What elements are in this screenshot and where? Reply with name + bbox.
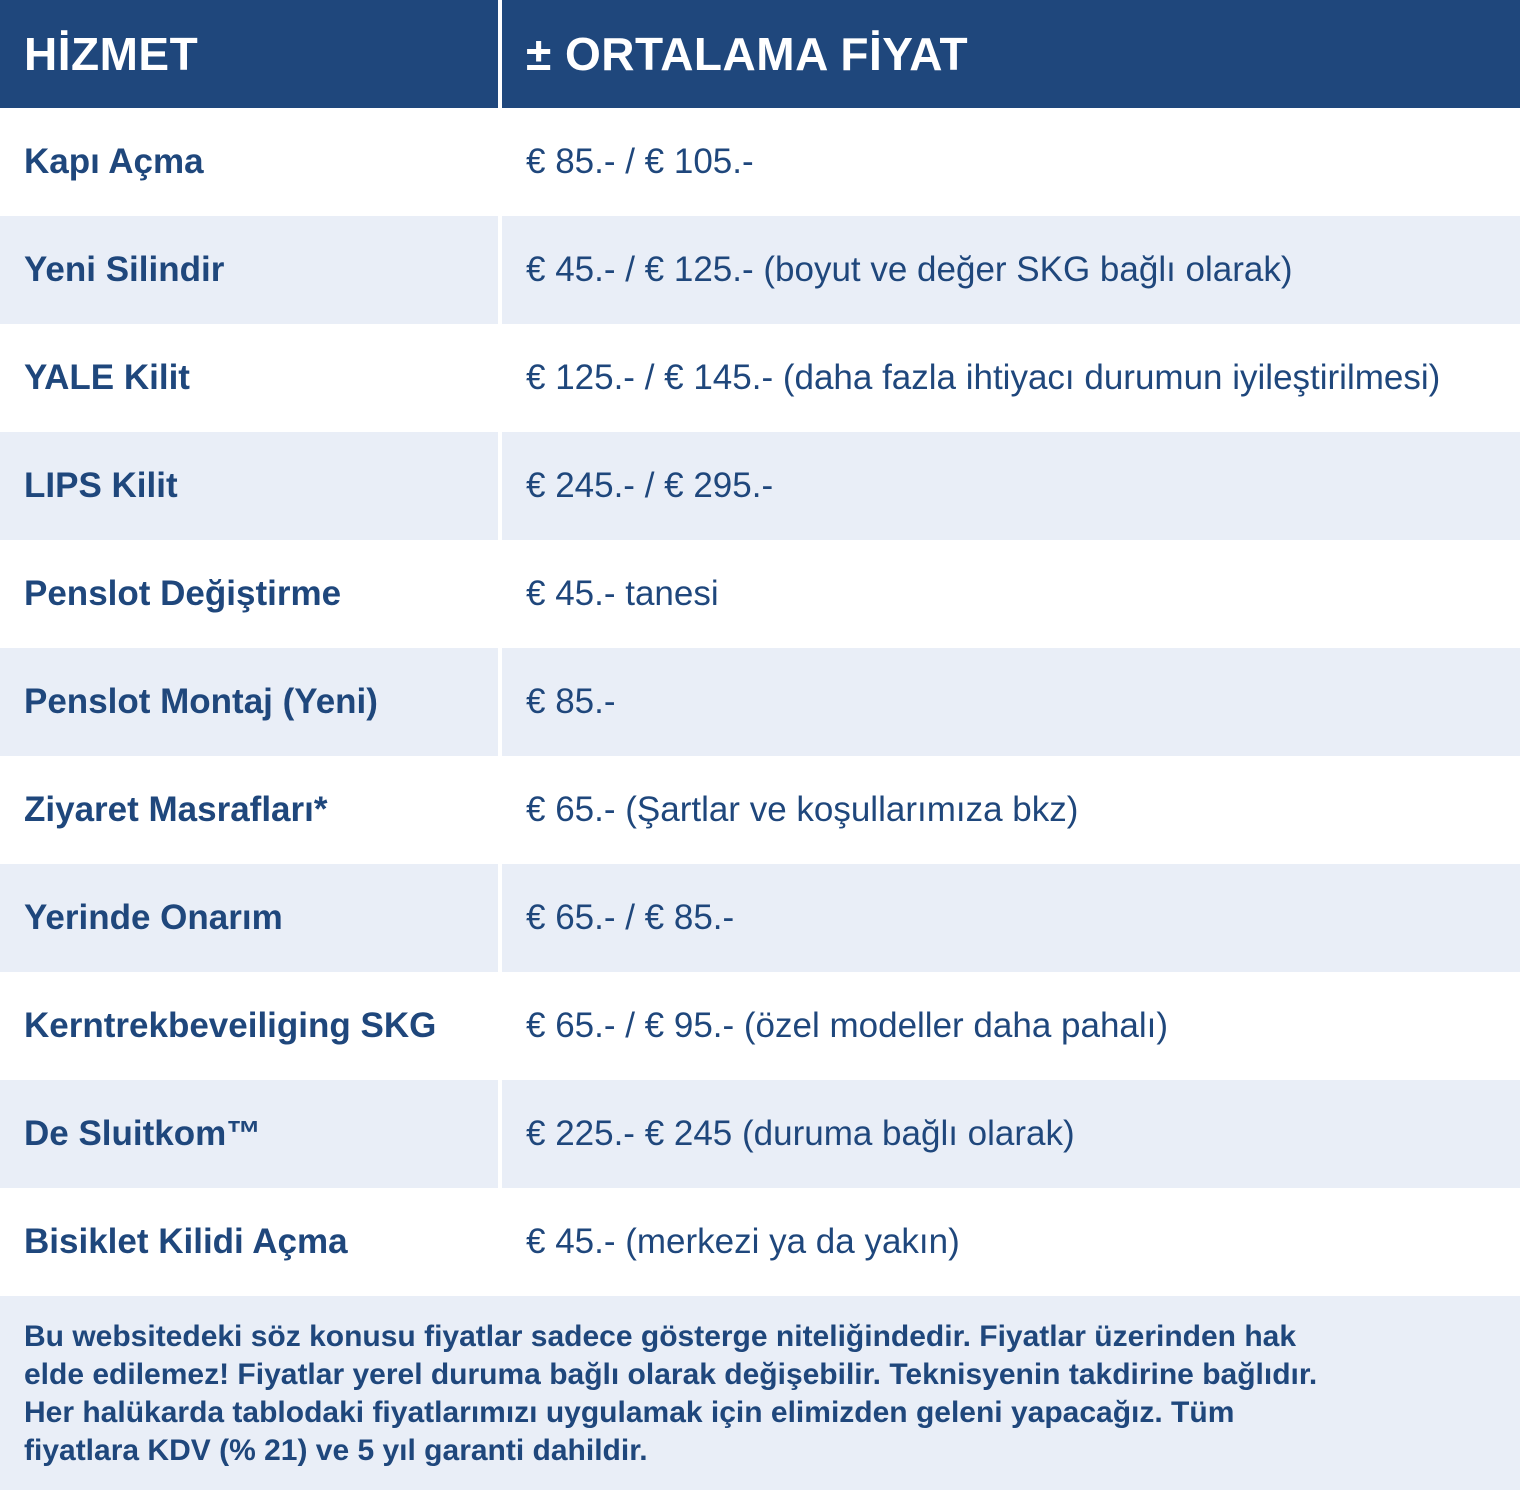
disclaimer-line: fiyatlara KDV (% 21) ve 5 yıl garanti dahildir. <box>24 1434 648 1467</box>
service-name: Yerinde Onarım <box>0 864 500 972</box>
service-price: € 45.- tanesi <box>500 540 1520 648</box>
disclaimer-line: Bu websitedeki söz konusu fiyatlar sadece gösterge niteliğindedir. Fiyatlar üzerinden hak <box>24 1320 1297 1353</box>
service-price: € 225.- € 245 (duruma bağlı olarak) <box>500 1080 1520 1188</box>
table-row <box>0 540 1520 648</box>
header-price: ± ORTALAMA FİYAT <box>500 0 1520 108</box>
service-price: € 85.- <box>500 648 1520 756</box>
service-name: Penslot Montaj (Yeni) <box>0 648 500 756</box>
table-row <box>0 864 1520 972</box>
service-price: € 45.- (merkezi ya da yakın) <box>500 1188 1520 1296</box>
service-name: Penslot Değiştirme <box>0 540 500 648</box>
table-row <box>0 108 1520 216</box>
table-row <box>0 648 1520 756</box>
table-row <box>0 756 1520 864</box>
table-body <box>0 108 1520 1296</box>
service-price: € 45.- / € 125.- (boyut ve değer SKG bağlı olarak) <box>500 216 1520 324</box>
header-row <box>0 0 1520 108</box>
service-price: € 85.- / € 105.- <box>500 108 1520 216</box>
service-name: LIPS Kilit <box>0 432 500 540</box>
disclaimer-line: elde edilemez! Fiyatlar yerel duruma bağlı olarak değişebilir. Teknisyenin takdirine bağlıdır. <box>24 1358 1318 1391</box>
table-row <box>0 216 1520 324</box>
service-name: YALE Kilit <box>0 324 500 432</box>
table-header <box>0 0 1520 108</box>
table-row <box>0 324 1520 432</box>
service-name: Kerntrekbeveiliging SKG <box>0 972 500 1080</box>
disclaimer-line: Her halükarda tablodaki fiyatlarımızı uygulamak için elimizden geleni yapacağız. Tüm <box>24 1396 1235 1429</box>
table-row <box>0 432 1520 540</box>
table-row <box>0 1080 1520 1188</box>
service-price: € 65.- / € 85.- <box>500 864 1520 972</box>
table-row <box>0 1188 1520 1296</box>
service-name: Bisiklet Kilidi Açma <box>0 1188 500 1296</box>
service-name: Ziyaret Masrafları* <box>0 756 500 864</box>
service-name: Yeni Silindir <box>0 216 500 324</box>
price-disclaimer <box>0 1296 1520 1490</box>
service-name: De Sluitkom™ <box>0 1080 500 1188</box>
table-row <box>0 972 1520 1080</box>
service-price: € 65.- (Şartlar ve koşullarımıza bkz) <box>500 756 1520 864</box>
service-price: € 245.- / € 295.- <box>500 432 1520 540</box>
header-service: HİZMET <box>0 0 500 108</box>
service-price: € 65.- / € 95.- (özel modeller daha pahalı) <box>500 972 1520 1080</box>
service-price: € 125.- / € 145.- (daha fazla ihtiyacı durumun iyileştirilmesi) <box>500 324 1520 432</box>
service-name: Kapı Açma <box>0 108 500 216</box>
